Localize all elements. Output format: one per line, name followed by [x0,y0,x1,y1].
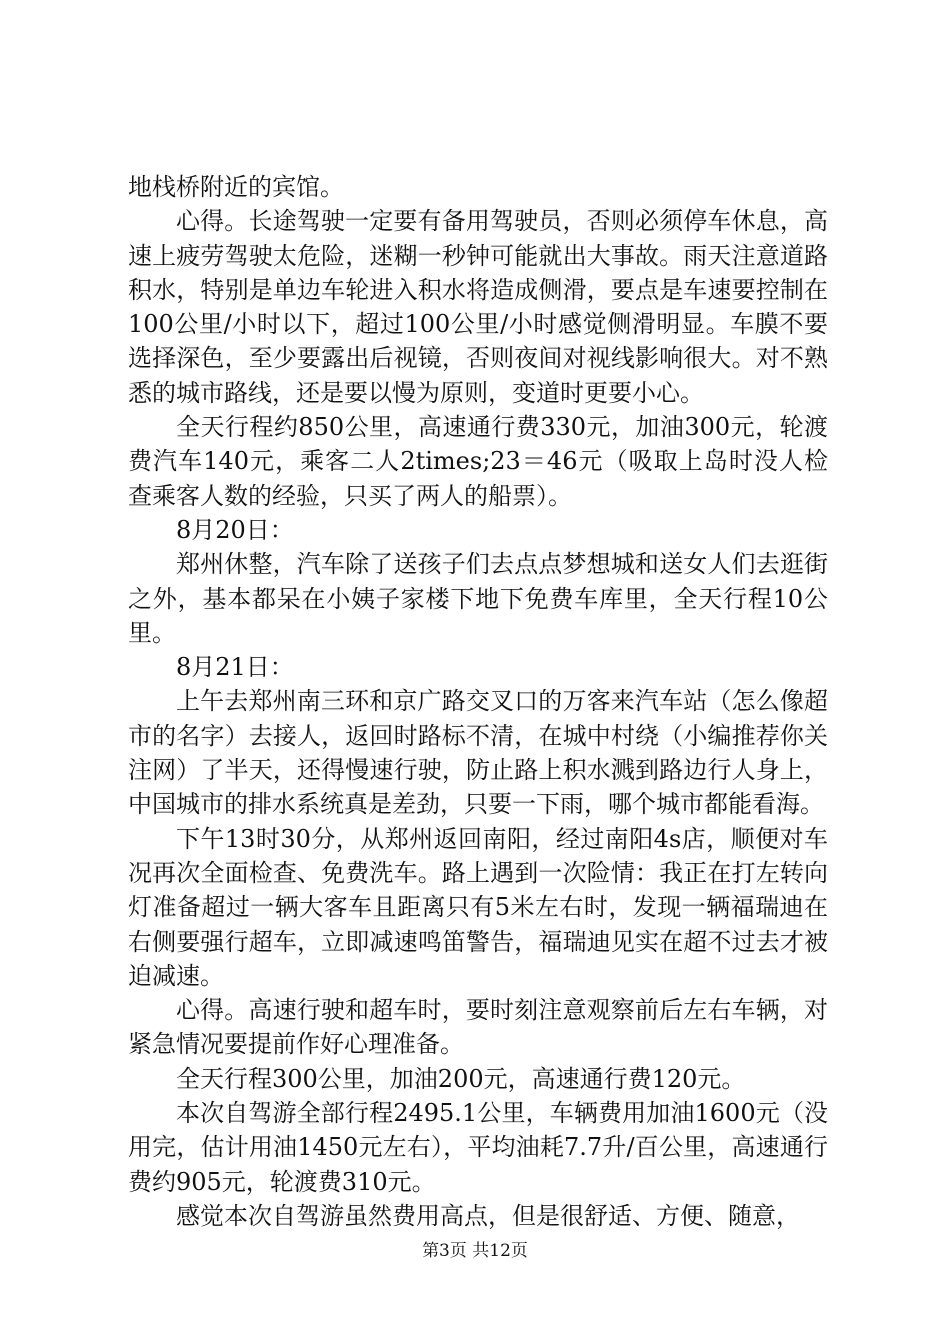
document-body [128,170,828,1233]
paragraph-continuation: 地栈桥附近的宾馆。 [128,173,344,201]
date-heading: 8月21日： [176,653,294,682]
paragraph: 心得。高速行驶和超车时，要时刻注意观察前后左右车辆，对紧急情况要提前作好心理准备。 [128,996,828,1059]
paragraph: 感觉本次自驾游虽然费用高点，但是很舒适、方便、随意， [176,1201,800,1230]
paragraph: 全天行程300公里，加油200元，高速通行费120元。 [176,1064,746,1093]
date-heading: 8月20日： [176,515,294,544]
paragraph: 上午去郑州南三环和京广路交叉口的万客来汽车站（怎么像超市的名字）去接人，返回时路标不清，在城中村绕（小编推荐你关注网）了半天，还得慢速行驶，防止路上积水溅到路边行人身上，中国城市的排水系统真是差劲，只要一下雨，哪个城市都能看海。 [128,687,828,819]
paragraph: 全天行程约850公里，高速通行费330元，加油300元，轮渡费汽车140元，乘客二人2times;23＝46元（吸取上岛时没人检查乘客人数的经验，只买了两人的船票）。 [128,413,828,510]
paragraph: 本次自驾游全部行程2495.1公里，车辆费用加油1600元（没用完，估计用油1450元左右），平均油耗7.7升/百公里，高速通行费约905元，轮渡费310元。 [128,1099,828,1196]
paragraph: 下午13时30分，从郑州返回南阳，经过南阳4s店，顺便对车况再次全面检查、免费洗车。路上遇到一次险情：我正在打左转向灯准备超过一辆大客车且距离只有5米左右时，发现一辆福瑞迪在右侧要强行超车，立即减速鸣笛警告，福瑞迪见实在超不过去才被迫减速。 [128,824,828,990]
paragraph: 心得。长途驾驶一定要有备用驾驶员，否则必须停车休息，高速上疲劳驾驶太危险，迷糊一秒钟可能就出大事故。雨天注意道路积水，特别是单边车轮进入积水将造成侧滑，要点是车速要控制在100公里/小时以下，超过100公里/小时感觉侧滑明显。车膜不要选择深色，至少要露出后视镜，否则夜间对视线影响很大。对不熟悉的城市路线，还是要以慢为原则，变道时更要小心。 [128,207,828,407]
paragraph: 郑州休整，汽车除了送孩子们去点点梦想城和送女人们去逛街之外，基本都呆在小姨子家楼下地下免费车库里，全天行程10公里。 [128,550,828,647]
page-number-footer: 第3页 共12页 [422,1241,528,1261]
